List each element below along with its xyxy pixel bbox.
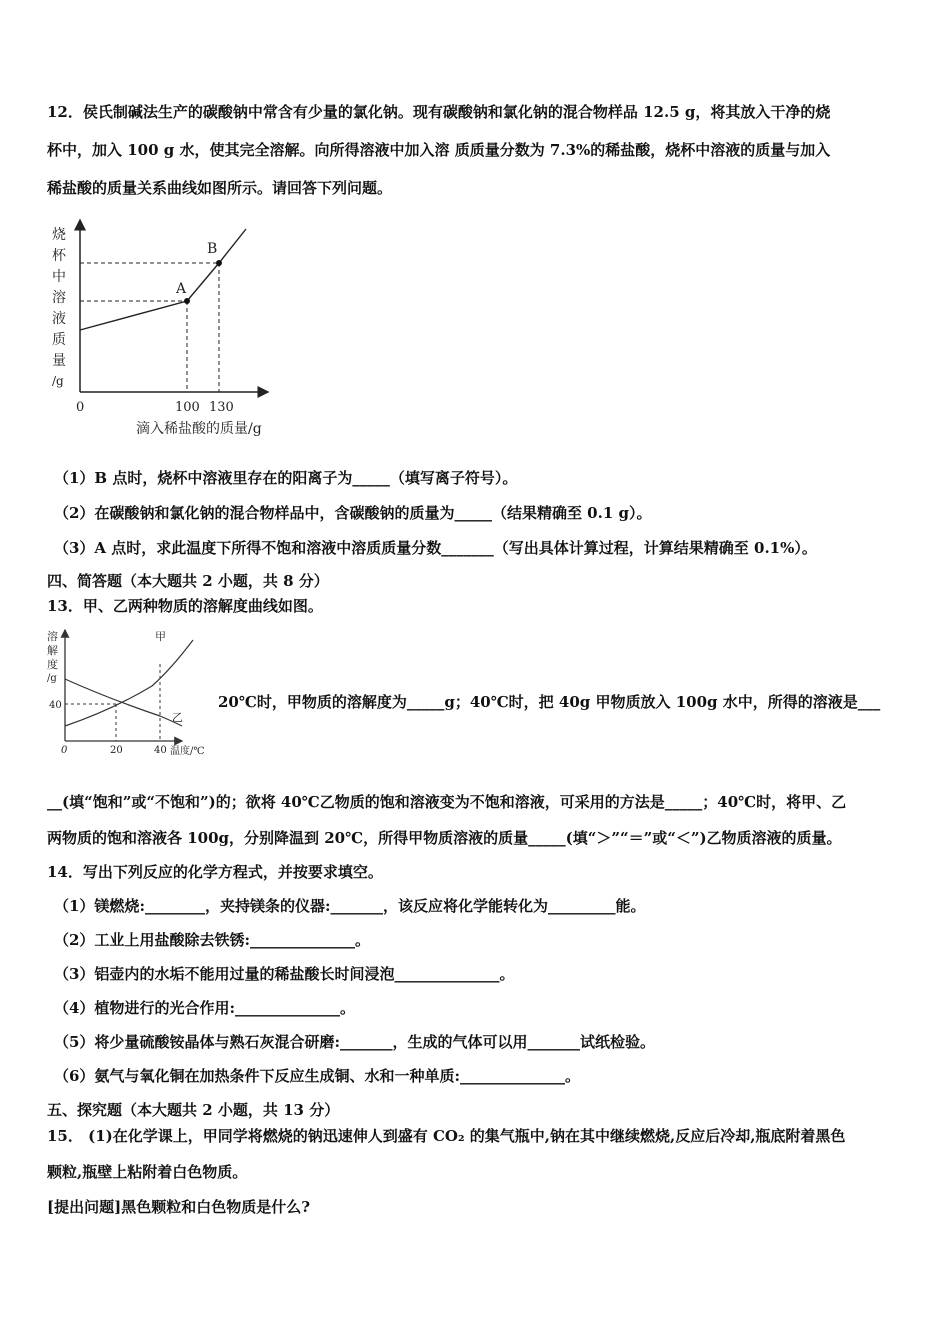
q12-ylabel-char: 量 (52, 353, 66, 369)
section-4-title: 四、简答题（本大题共 2 小题，共 8 分） (47, 572, 329, 590)
q13-curve-yi-label: 乙 (172, 711, 183, 724)
q13-xtick-40: 40 (154, 745, 167, 756)
q12-mass-curve (80, 229, 246, 330)
q12-ylabel-char: 中 (52, 269, 66, 285)
q14-sub-5: （5）将少量硫酸铵晶体与熟石灰混合研磨:_______，生成的气体可以用_______试纸检验。 (54, 1033, 655, 1051)
q12-text-line-2: 杯中，加入 100 g 水，使其完全溶解。向所得溶液中加入溶 质质量分数为 7.3%的稀盐酸，烧杯中溶液的质量与加入 (47, 141, 831, 159)
q12-sub-1: （1）B 点时，烧杯中溶液里存在的阳离子为_____（填写离子符号）。 (54, 469, 518, 487)
q12-ylabel-char: 质 (52, 332, 66, 348)
q12-sub-3: （3）A 点时，求此温度下所得不饱和溶液中溶质质量分数_______（写出具体计算过程，计算结果精确至 0.1%）。 (54, 539, 817, 557)
q13-inline-text: 20℃时，甲物质的溶解度为_____g；40℃时，把 40g 甲物质放入 100g 水中，所得的溶液是___ (218, 693, 881, 711)
q13-origin-label: 0 (61, 745, 68, 756)
q13-text-line-2: __(填“饱和”或“不饱和”)的；欲将 40℃乙物质的饱和溶液变为不饱和溶液，可采用的方法是_____；40℃时，将甲、乙 (47, 793, 847, 811)
q12-origin-label: 0 (76, 400, 85, 415)
q12-point-b (216, 260, 222, 266)
q13-text-line-3: 两物质的饱和溶液各 100g，分别降温到 20℃，所得甲物质溶液的质量_____(填“＞”“＝”或“＜”)乙物质溶液的质量。 (47, 829, 842, 847)
section-5-title: 五、探究题（本大题共 2 小题，共 13 分） (47, 1101, 340, 1119)
q15-text-line-3: [提出问题]黑色颗粒和白色物质是什么? (47, 1198, 310, 1216)
q15-text-line-2: 颗粒,瓶壁上粘附着白色物质。 (47, 1163, 248, 1181)
q14-sub-4: （4）植物进行的光合作用:______________。 (54, 999, 355, 1017)
q15-text-line-1: 15． (1)在化学课上，甲同学将燃烧的钠迅速伸人到盛有 CO₂ 的集气瓶中,钠在其中继续燃烧,反应后冷却,瓶底附着黑色 (47, 1127, 846, 1145)
q13-curve-yi (65, 679, 182, 726)
q13-ylabel-unit: /g (47, 673, 57, 684)
q12-point-b-label: B (207, 241, 218, 257)
q12-xtick-130: 130 (209, 400, 234, 415)
q12-ylabel-char: 溶 (52, 290, 66, 306)
q13-curve-jia-label: 甲 (155, 630, 166, 643)
q13-ylabel-char: 度 (47, 658, 58, 671)
q12-text-line-1: 12．侯氏制碱法生产的碳酸钠中常含有少量的氯化钠。现有碳酸钠和氯化钠的混合物样品 12.5 g，将其放入干净的烧 (47, 103, 831, 121)
q14-sub-6: （6）氨气与氧化铜在加热条件下反应生成铜、水和一种单质:______________。 (54, 1067, 580, 1085)
q14-sub-2: （2）工业上用盐酸除去铁锈:______________。 (54, 931, 370, 949)
q13-title: 13．甲、乙两种物质的溶解度曲线如图。 (47, 597, 323, 615)
q12-xtick-100: 100 (175, 400, 200, 415)
q14-title: 14．写出下列反应的化学方程式，并按要求填空。 (47, 863, 383, 881)
q13-ylabel-char: 解 (47, 644, 58, 657)
q13-xlabel: 温度/℃ (170, 746, 205, 757)
q12-xlabel: 滴入稀盐酸的质量/g (136, 421, 262, 437)
q12-mass-curve-graph (40, 215, 310, 445)
q12-sub-2: （2）在碳酸钠和氯化钠的混合物样品中，含碳酸钠的质量为_____（结果精确至 0.1 g）。 (54, 504, 652, 522)
q12-ylabel-char: 杯 (52, 248, 66, 264)
q14-sub-3: （3）铝壶内的水垢不能用过量的稀盐酸长时间浸泡______________。 (54, 965, 515, 983)
q12-point-a (184, 298, 190, 304)
q12-ylabel-char: 液 (52, 311, 66, 327)
q12-ylabel-char: 烧 (52, 227, 66, 243)
q13-xtick-20: 20 (110, 745, 123, 756)
q13-ylabel-char: 溶 (47, 630, 58, 643)
q13-solubility-graph (42, 624, 222, 764)
q14-sub-1: （1）镁燃烧:________，夹持镁条的仪器:_______，该反应将化学能转化为_________能。 (54, 897, 646, 915)
q12-point-a-label: A (176, 281, 187, 297)
q12-text-line-3: 稀盐酸的质量关系曲线如图所示。请回答下列问题。 (47, 179, 393, 197)
q12-ylabel-unit: /g (52, 374, 64, 388)
q13-ytick-40: 40 (49, 700, 62, 711)
